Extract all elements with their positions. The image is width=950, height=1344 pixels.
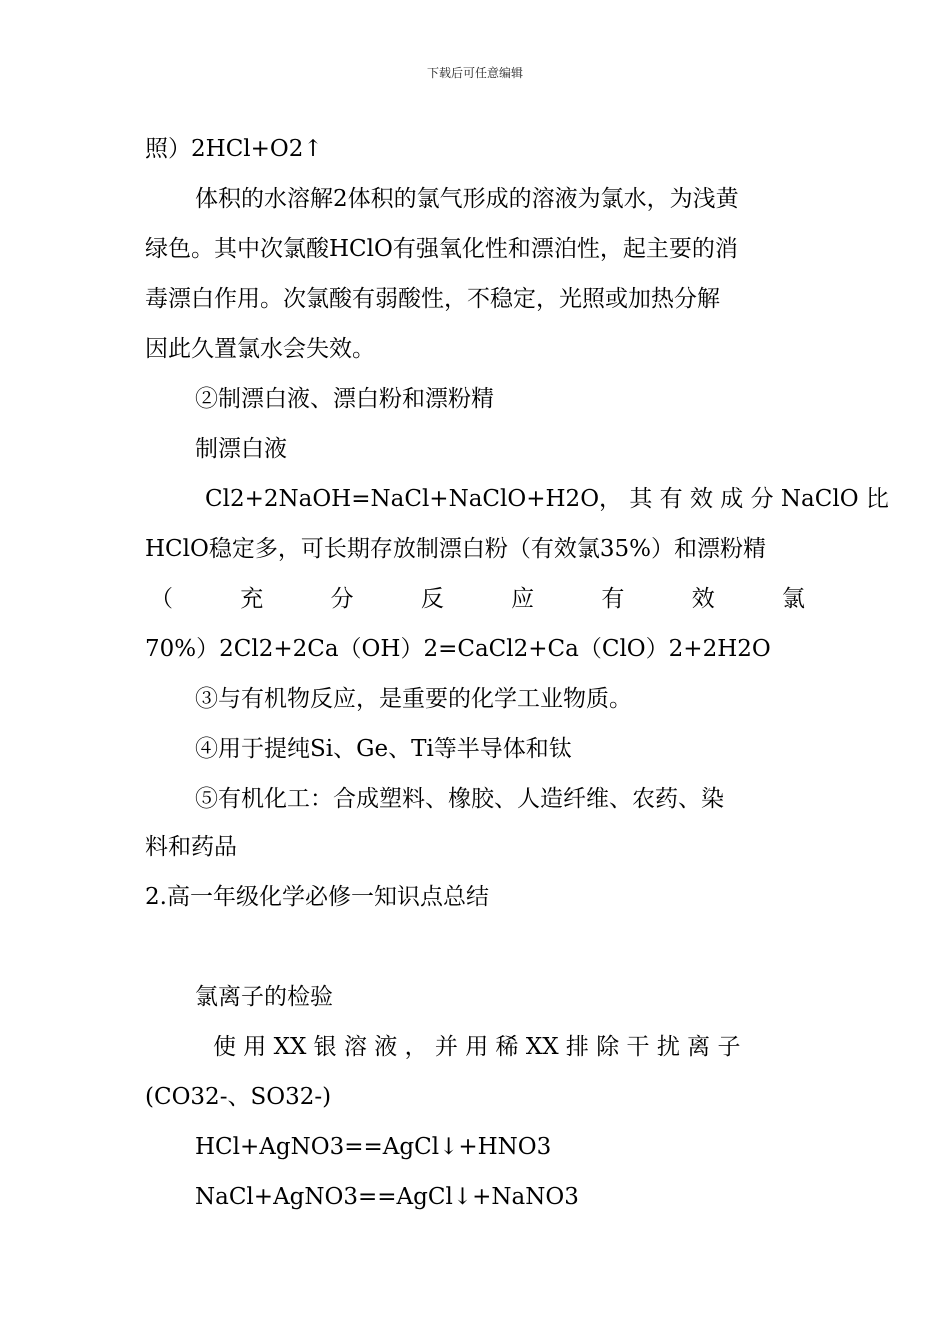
- text-char: 应: [511, 586, 535, 612]
- section-heading: 2.高一年级化学必修一知识点总结: [145, 884, 489, 910]
- equation-line: HCl+AgNO3==AgCl↓+HNO3: [195, 1134, 552, 1160]
- text-line: 使 用 XX 银 溶 液 ， 并 用 稀 XX 排 除 干 扰 离 子: [213, 1034, 741, 1060]
- text-line: ②制漂白液、漂白粉和漂粉精: [195, 386, 494, 412]
- subsection-heading: 氯离子的检验: [195, 984, 333, 1010]
- spread-text-line: [150, 584, 805, 614]
- text-char: 氯: [781, 586, 805, 612]
- text-char: 充: [240, 586, 264, 612]
- text-line: (CO32-、SO32-): [145, 1084, 332, 1110]
- text-line: ④用于提纯Si、Ge、Ti等半导体和钛: [195, 736, 572, 762]
- text-char: 分: [330, 586, 354, 612]
- text-line: 70%）2Cl2+2Ca（OH）2=CaCl2+Ca（ClO）2+2H2O: [145, 636, 771, 662]
- text-char: 有: [601, 586, 625, 612]
- text-line: ③与有机物反应，是重要的化学工业物质。: [195, 686, 632, 712]
- text-char: 反: [420, 586, 444, 612]
- text-line: 制漂白液: [195, 436, 287, 462]
- text-line: 照）2HCl+O2↑: [145, 136, 323, 162]
- text-line: 料和药品: [145, 834, 237, 860]
- text-char: （: [150, 586, 173, 612]
- text-line: 因此久置氯水会失效。: [145, 336, 375, 362]
- text-line: 绿色。其中次氯酸HClO有强氧化性和漂泊性，起主要的消: [145, 236, 738, 262]
- page-header: 下载后可任意编辑: [426, 66, 523, 80]
- text-line: Cl2+2NaOH=NaCl+NaClO+H2O， 其 有 效 成 分 NaClO 比: [205, 486, 889, 512]
- equation-line: NaCl+AgNO3==AgCl↓+NaNO3: [195, 1184, 579, 1210]
- text-line: ⑤有机化工：合成塑料、橡胶、人造纤维、农药、染: [195, 786, 724, 812]
- text-char: 效: [691, 586, 715, 612]
- text-line: 毒漂白作用。次氯酸有弱酸性，不稳定，光照或加热分解: [145, 286, 720, 312]
- text-line: HClO稳定多，可长期存放制漂白粉（有效氯35%）和漂粉精: [145, 536, 766, 562]
- text-line: 体积的水溶解2体积的氯气形成的溶液为氯水，为浅黄: [195, 186, 739, 212]
